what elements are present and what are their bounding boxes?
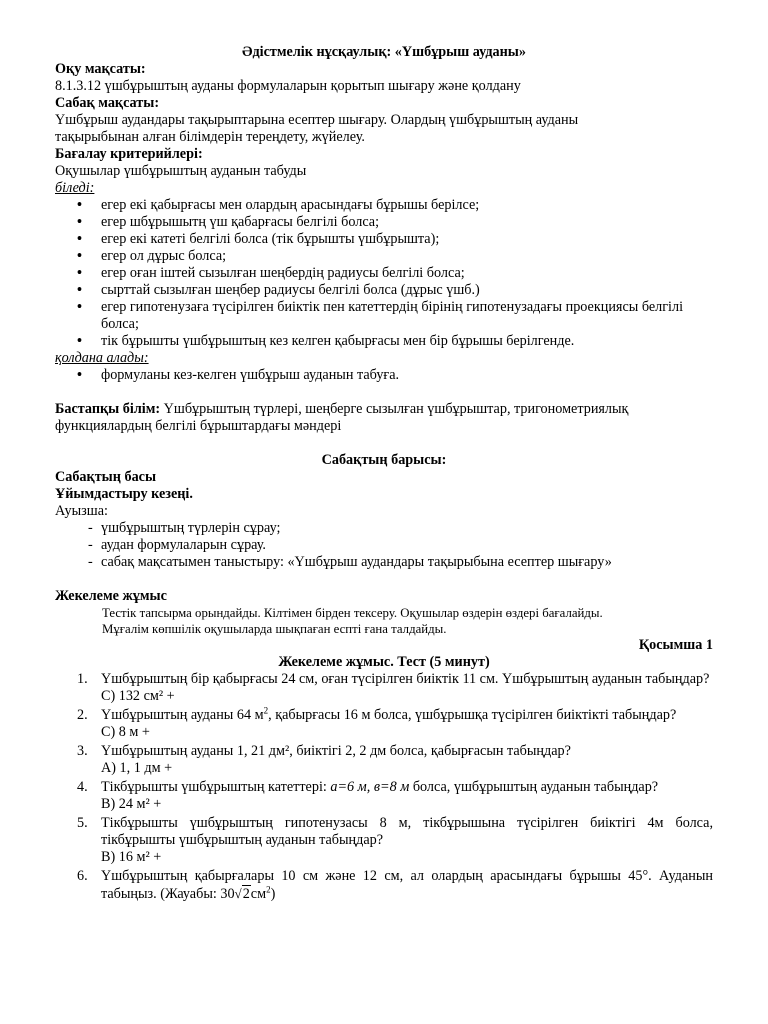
individual-work-note1: Тестік тапсырма орындайды. Кілтімен бірден тексеру. Оқушылар өздерін өздері бағалайды. [102,606,603,620]
question-number: 5. [77,815,88,831]
list-item: • егер ол дұрыс болса; [55,248,713,265]
question-text: Үшбұрыштың ауданы 1, 21 дм², биіктігі 2, 2 дм болса, қабырғасын табыңдар? [101,743,571,759]
test-question [55,868,713,903]
question-text-part: Үшбұрыштың ауданы 64 м [101,707,264,723]
test-question [55,815,713,866]
unit: см [250,886,267,902]
superscript: 2 [266,884,271,895]
apply-label: қолдана алады: [55,350,149,366]
prior-knowledge-text2: функциялардың белгілі бұрыштардағы мәндері [55,418,342,434]
list-item: - аудан формулаларын сұрау. [55,537,713,554]
oral-label: Ауызша: [55,503,108,519]
test-title: Жекелеме жұмыс. Тест (5 минут) [278,654,490,670]
lesson-start-heading: Сабақтың басы [55,469,157,485]
apply-list [55,367,713,384]
question-number: 4. [77,779,88,795]
learning-objectives-heading: Оқу мақсаты: [55,61,146,77]
question-text: Тікбұрышты үшбұрыштың гипотенузасы 8 м, тікбұрышына түсірілген биіктігі 4м болса, тікбұрышты үшбұрыштың ауданын табыңдар? [101,815,713,848]
question-answer: B) 16 м² + [101,849,162,865]
appendix-label: Қосымша 1 [638,637,713,653]
test-question [55,707,713,741]
test-question [55,671,713,705]
criteria-heading: Бағалау критерийлері: [55,146,203,162]
document-title: Әдістмелік нұсқаулық: «Үшбұрыш ауданы» [242,44,526,60]
lesson-objectives-line2: тақырыбынан алған білімдерін тереңдету, жүйелеу. [55,129,365,145]
question-text [101,868,713,902]
test-question [55,779,713,813]
individual-work-heading: Жекелеме жұмыс [55,588,167,604]
superscript: 2 [263,705,269,716]
question-number: 3. [77,743,88,759]
question-italic-values: a=6 м, в=8 м [330,779,410,795]
prior-knowledge [55,401,713,418]
list-item: • формуланы кез-келген үшбұрыш ауданын табуға. [55,367,713,384]
question-text: Үшбұрыштың бір қабырғасы 24 см, оған түсірілген биіктік 11 см. Үшбұрыштың ауданын табыңдар? [101,671,710,687]
knows-label: біледі: [55,180,95,196]
list-item: - үшбұрыштың түрлерін сұрау; [55,520,713,537]
oral-list [55,520,713,571]
test-question [55,743,713,777]
criteria-intro: Оқушылар үшбұрыштың ауданын табуды [55,163,307,179]
question-number: 1. [77,671,88,687]
list-item: • егер оған іштей сызылған шеңбердің радиусы белгілі болса; [55,265,713,282]
question-answer: C) 132 см² + [101,688,175,704]
question-answer: A) 1, 1 дм + [101,760,173,776]
lesson-flow-heading: Сабақтың барысы: [321,452,447,468]
square-root: √2 [234,886,250,902]
question-text-part: Үшбұрыштың қабырғалары 10 см және 12 см, ал олардың арасындағы бұрышы 45°. Ауданын табыңыз. (Жауабы: 30 [101,868,713,902]
closing-paren: ) [270,886,276,902]
list-item: - сабақ мақсатымен таныстыру: «Үшбұрыш аудандары тақырыбына есептер шығару» [55,554,713,571]
lesson-objectives-heading: Сабақ мақсаты: [55,95,160,111]
list-item: • егер екі катеті белгілі болса (тік бұрышты үшбұрышта); [55,231,713,248]
knows-list [55,197,713,350]
lesson-objectives-line1: Үшбұрыш аудандары тақырыптарына есептер шығару. Олардың үшбұрыштың ауданы [55,112,579,128]
question-text-part: Тікбұрышты үшбұрыштың катеттері: [101,779,331,795]
question-text [101,779,658,795]
question-answer: C) 8 м + [101,724,150,740]
question-text [101,707,676,723]
document-page [55,44,713,905]
list-item: • тік бұрышты үшбұрыштың кез келген қабырғасы мен бір бұрышы берілгенде. [55,333,713,350]
list-item: • егер шбұрышытң үш қабарғасы белгілі болса; [55,214,713,231]
prior-knowledge-heading: Бастапқы білім: [55,401,161,417]
test-questions [55,671,713,903]
learning-objectives-text: 8.1.3.12 үшбұрыштың ауданы формулаларын қорытып шығару және қолдану [55,78,521,94]
question-answer: B) 24 м² + [101,796,162,812]
organization-heading: Ұйымдастыру кезеңі. [55,486,193,502]
prior-knowledge-text1: Үшбұрыштың түрлері, шеңберге сызылған үшбұрыштар, тригонометриялық [160,401,629,417]
individual-work-note2: Мұғалім көпшілік оқушыларда шықпаған еспті ғана талдайды. [102,622,447,636]
question-number: 2. [77,707,88,723]
question-text-part: , қабырғасы 16 м болса, үшбұрышқа түсірілген биіктікті табыңдар? [268,707,677,723]
list-item: • сырттай сызылған шеңбер радиусы белгілі болса (дұрыс үшб.) [55,282,713,299]
question-text-part: болса, үшбұрыштың ауданын табыңдар? [409,779,659,795]
list-item: • егер гипотенузаға түсірілген биіктік пен катеттердің бірінің гипотенузадағы проекциясы белгілі болса; [55,299,713,333]
list-item: • егер екі қабырғасы мен олардың арасындағы бұрышы берілсе; [55,197,713,214]
sqrt-argument: 2 [242,886,250,902]
question-number: 6. [77,868,88,884]
